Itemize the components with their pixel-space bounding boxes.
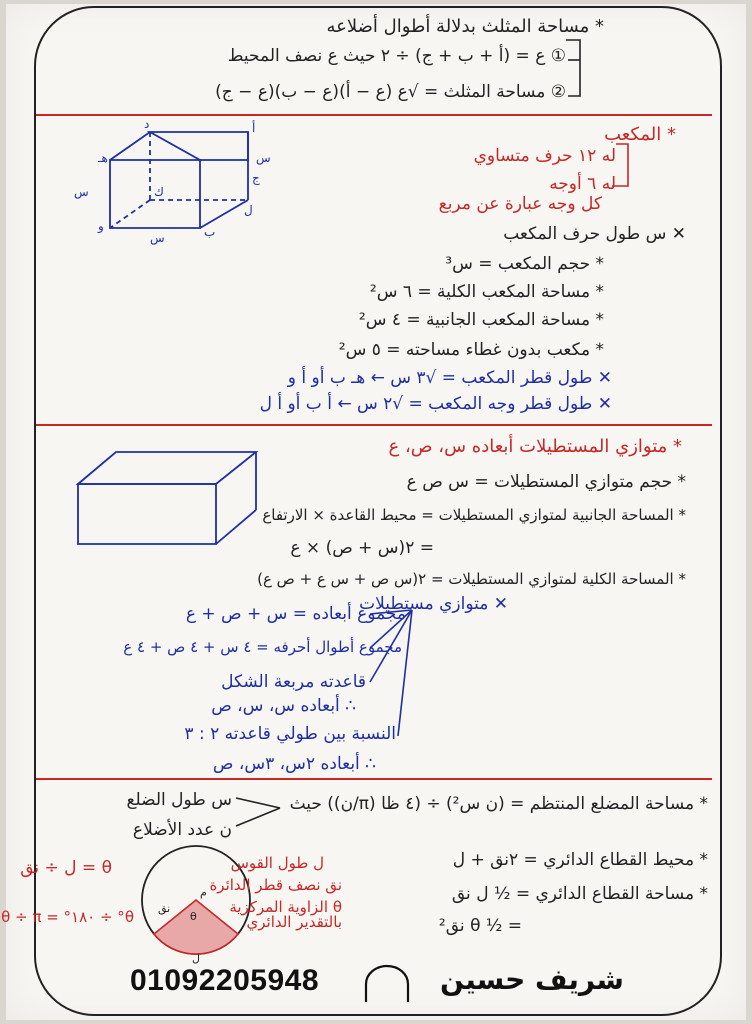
cube-vertex-a: أ bbox=[252, 121, 256, 135]
triangle-semi-perimeter: ① ع = (أ + ب + ج) ÷ ٢ حيث ع نصف المحيط bbox=[227, 46, 566, 66]
cuboid-sum-dims: مجموع أبعاده = س + ص + ع bbox=[185, 604, 406, 624]
sector-degree-conversion: θ° ÷ ١٨٠° = θ ÷ π bbox=[1, 908, 134, 926]
cuboid-sum-edges: مجموع أطوال أحرفه = ٤ س + ٤ ص + ٤ ع bbox=[123, 638, 402, 656]
polygon-side-length: س طول الضلع bbox=[126, 790, 232, 810]
cube-edge-label: س bbox=[74, 185, 89, 199]
triangle-title: * مساحة المثلث بدلالة أطوال أضلاعه bbox=[326, 16, 604, 37]
cube-vertex-k: ك bbox=[154, 185, 164, 199]
cube-title: * المكعب bbox=[604, 124, 676, 145]
sector-center-label: م bbox=[200, 886, 207, 899]
cube-edge-label: س bbox=[150, 231, 165, 245]
sector-area-arc: * مساحة القطاع الدائري = ½ ل نق bbox=[451, 884, 708, 904]
sector-legend-l: ل طول القوس bbox=[230, 854, 324, 872]
cube-volume: * حجم المكعب = س³ bbox=[445, 254, 604, 274]
cuboid-dims-a: ∴ أبعاده س، س، ص bbox=[211, 696, 356, 716]
polygon-side-count: ن عدد الأضلاع bbox=[132, 820, 232, 840]
cube-solid-diagonal: ✕ طول قطر وجه المكعب = √٢ س ← أ ب أو أ ل bbox=[259, 394, 612, 414]
sector-legend-theta: θ الزاوية المركزية بالتقدير الدائري bbox=[229, 898, 342, 931]
cuboid-volume: * حجم متوازي المستطيلات = س ص ع bbox=[406, 472, 686, 492]
cube-face-shape: كل وجه عبارة عن مربع bbox=[438, 194, 602, 214]
cube-faces: له ٦ أوجه bbox=[549, 174, 616, 194]
cube-vertex-l: ل bbox=[244, 203, 253, 217]
sector-area-angle: = ½ θ نق² bbox=[438, 916, 522, 936]
cube-vertex-d: د bbox=[144, 117, 150, 131]
cuboid-title: * متوازي المستطيلات أبعاده س، ص، ع bbox=[388, 436, 682, 457]
arch-icon bbox=[362, 964, 412, 1004]
cuboid-dims-b: ∴ أبعاده ٢س، ٣س، ص bbox=[212, 754, 376, 774]
cube-vertex-c: ج bbox=[252, 171, 260, 185]
sector-angle-label: θ bbox=[190, 910, 197, 923]
cube-vertex-h: هـ bbox=[98, 151, 108, 165]
cube-total-area: * مساحة المكعب الكلية = ٦ س² bbox=[369, 282, 604, 302]
cuboid-total-area: * المساحة الكلية لمتوازي المستطيلات = ٢(س ص + س ع + ص ع) bbox=[257, 570, 686, 588]
cuboid-given: ✕ متوازي مستطيلات bbox=[359, 594, 508, 614]
sector-theta-formula: θ = ل ÷ نق bbox=[20, 858, 112, 878]
cube-vertex-w: و bbox=[98, 219, 104, 233]
cube-no-lid-area: * مكعب بدون غطاء مساحته = ٥ س² bbox=[338, 340, 604, 360]
cuboid-square-base: قاعدته مربعة الشكل bbox=[221, 672, 366, 692]
cube-side-def: ✕ س طول حرف المكعب bbox=[503, 224, 686, 244]
sector-arc-label: ل bbox=[192, 952, 200, 965]
cube-lateral-area: * مساحة المكعب الجانبية = ٤ س² bbox=[358, 310, 604, 330]
polygon-area: * مساحة المضلع المنتظم = (ن س²) ÷ (٤ ظا (π/ن)) حيث bbox=[289, 794, 708, 814]
triangle-area-formula: ② مساحة المثلث = √ع (ع − أ)(ع − ب)(ع − ج) bbox=[215, 82, 566, 102]
cube-edge-label: س bbox=[256, 151, 271, 165]
sector-perimeter: * محيط القطاع الدائري = ٢نق + ل bbox=[452, 850, 708, 870]
author-name: شريف حسين bbox=[440, 963, 624, 996]
phone-number: 01092205948 bbox=[130, 964, 320, 997]
sector-radius-label: نق bbox=[158, 902, 171, 915]
sector-legend-r: نق نصف قطر الدائرة bbox=[209, 876, 342, 894]
cube-face-diagonal: ✕ طول قطر المكعب = √٣ س ← هـ ب أو أ و bbox=[287, 368, 612, 388]
cube-vertex-b: ب bbox=[204, 225, 216, 239]
cuboid-lateral-expanded: = ٢(س + ص) × ع bbox=[290, 538, 434, 558]
cuboid-ratio: النسبة بين طولي قاعدته ٢ : ٣ bbox=[184, 724, 396, 744]
cube-edges: له ١٢ حرف متساوي bbox=[473, 146, 616, 166]
cuboid-lateral-area: * المساحة الجانبية لمتوازي المستطيلات = محيط القاعدة × الارتفاع bbox=[262, 506, 686, 524]
